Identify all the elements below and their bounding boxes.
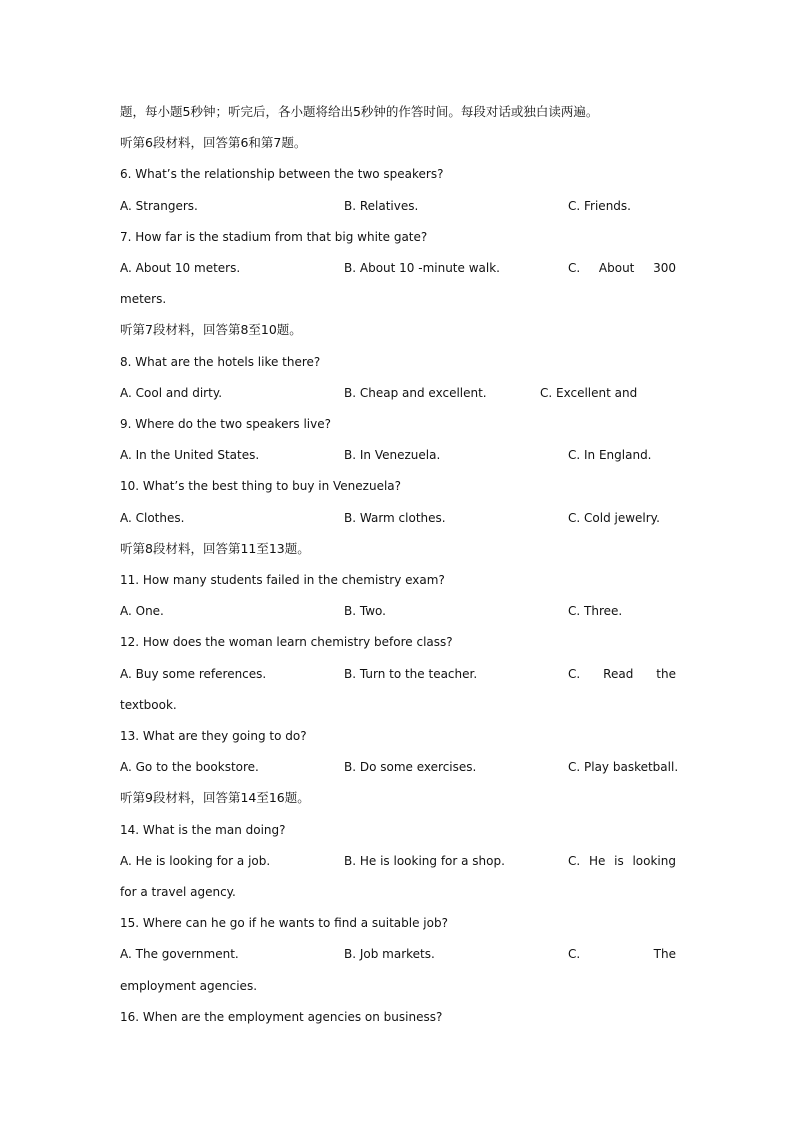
option-b: B. He is looking for a shop. bbox=[344, 854, 505, 868]
option-c: C. Excellent and bbox=[540, 386, 638, 400]
question-stem: 15. Where can he go if he wants to find a suitable job? bbox=[120, 916, 448, 930]
question-stem: 7. How far is the stadium from that big white gate? bbox=[120, 230, 428, 244]
option-b: B. About 10 -minute walk. bbox=[344, 261, 500, 275]
option-a: A. Cool and dirty. bbox=[120, 386, 223, 400]
options-row bbox=[120, 600, 676, 622]
question-stem: 13. What are they going to do? bbox=[120, 729, 307, 743]
option-c-continuation: for a travel agency. bbox=[120, 885, 236, 899]
options-row bbox=[120, 382, 676, 404]
option-b: B. Do some exercises. bbox=[344, 760, 477, 774]
question-stem: 10. What’s the best thing to buy in Venezuela? bbox=[120, 479, 402, 493]
question-stem: 14. What is the man doing? bbox=[120, 823, 286, 837]
option-a: A. Go to the bookstore. bbox=[120, 760, 259, 774]
option-a: A. Clothes. bbox=[120, 511, 185, 525]
option-b: B. Turn to the teacher. bbox=[344, 667, 478, 681]
option-c: C. He is looking bbox=[568, 854, 676, 868]
option-c: C. Play basketball. bbox=[568, 760, 679, 774]
question-stem: 16. When are the employment agencies on business? bbox=[120, 1010, 443, 1024]
section-heading: 听第9段材料，回答第14至16题。 bbox=[120, 790, 310, 805]
option-b: B. Relatives. bbox=[344, 199, 419, 213]
question-stem: 11. How many students failed in the chemistry exam? bbox=[120, 573, 445, 587]
option-a: A. Strangers. bbox=[120, 199, 198, 213]
options-row bbox=[120, 507, 676, 529]
option-a: A. He is looking for a job. bbox=[120, 854, 271, 868]
options-row bbox=[120, 756, 679, 778]
question-stem: 8. What are the hotels like there? bbox=[120, 355, 321, 369]
option-c: C. Read the bbox=[568, 667, 676, 681]
option-a: A. In the United States. bbox=[120, 448, 260, 462]
option-a: A. One. bbox=[120, 604, 164, 618]
option-b: B. In Venezuela. bbox=[344, 448, 441, 462]
question-stem: 6. What’s the relationship between the two speakers? bbox=[120, 167, 444, 181]
option-c: C. About 300 bbox=[568, 261, 676, 275]
options-row bbox=[120, 257, 676, 279]
question-stem: 9. Where do the two speakers live? bbox=[120, 417, 331, 431]
option-c: C. In England. bbox=[568, 448, 652, 462]
option-b: B. Warm clothes. bbox=[344, 511, 446, 525]
option-b: B. Job markets. bbox=[344, 947, 435, 961]
section-heading: 听第7段材料，回答第8至10题。 bbox=[120, 322, 302, 337]
option-b: B. Two. bbox=[344, 604, 386, 618]
option-c-continuation: textbook. bbox=[120, 698, 177, 712]
option-c: C. Three. bbox=[568, 604, 623, 618]
question-stem: 12. How does the woman learn chemistry before class? bbox=[120, 635, 453, 649]
section-heading: 听第6段材料，回答第6和第7题。 bbox=[120, 135, 307, 150]
instructions-text: 题，每小题5秒钟；听完后，各小题将给出5秒钟的作答时间。每段对话或独白读两遍。 bbox=[120, 104, 599, 119]
option-c: C. The bbox=[568, 947, 676, 961]
option-c-continuation: meters. bbox=[120, 292, 167, 306]
option-a: A. Buy some references. bbox=[120, 667, 267, 681]
options-row bbox=[120, 663, 676, 685]
options-row bbox=[120, 195, 676, 217]
section-heading: 听第8段材料，回答第11至13题。 bbox=[120, 541, 310, 556]
option-c: C. Friends. bbox=[568, 199, 631, 213]
options-row bbox=[120, 943, 676, 965]
options-row bbox=[120, 850, 676, 872]
option-b: B. Cheap and excellent. bbox=[344, 386, 487, 400]
option-a: A. About 10 meters. bbox=[120, 261, 241, 275]
options-row bbox=[120, 444, 676, 466]
option-c-continuation: employment agencies. bbox=[120, 979, 258, 993]
option-a: A. The government. bbox=[120, 947, 239, 961]
option-c: C. Cold jewelry. bbox=[568, 511, 660, 525]
